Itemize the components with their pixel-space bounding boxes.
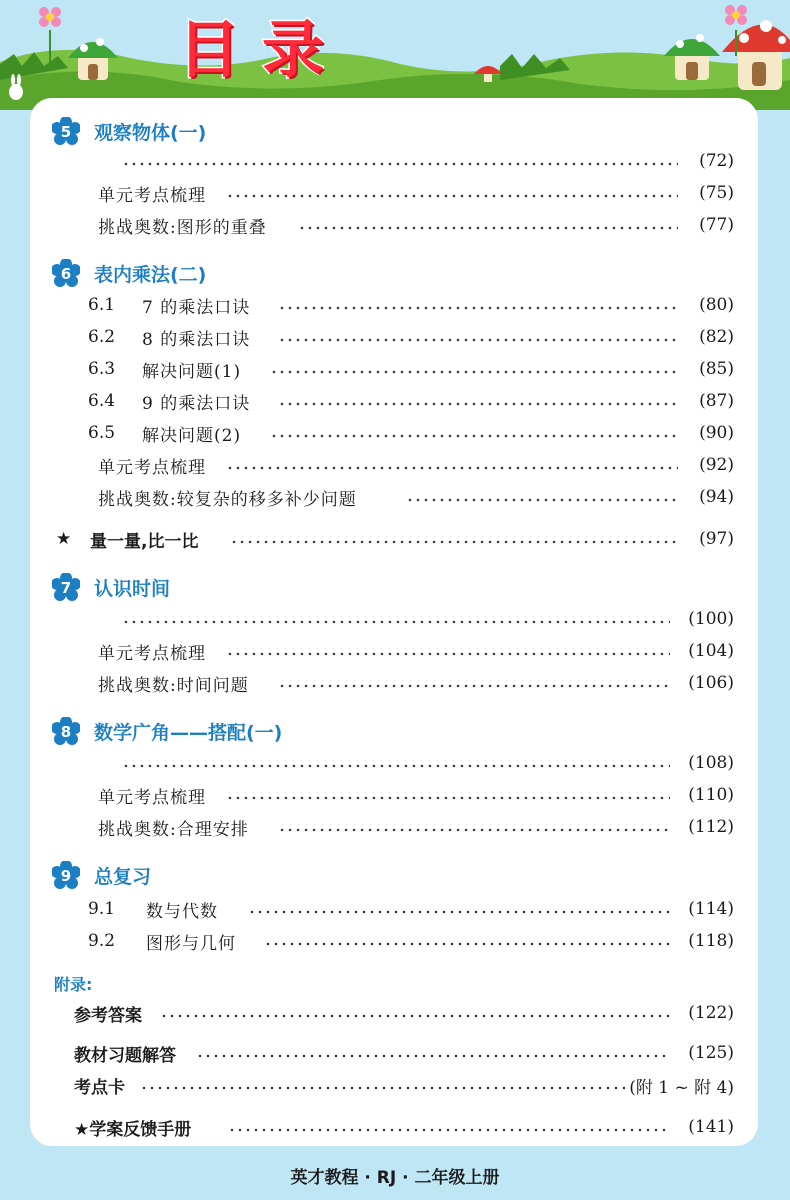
- appendix-entry[interactable]: [30, 998, 758, 1028]
- leader-dots: [264, 942, 670, 946]
- toc-panel: [30, 98, 758, 1146]
- entry-number: 9.2: [88, 931, 116, 951]
- section-number: 6: [60, 265, 72, 283]
- header-banner: [0, 0, 790, 110]
- entry-label: 教材习题解答: [74, 1045, 176, 1066]
- leader-dots: [140, 1086, 628, 1090]
- page-number: (100): [688, 609, 734, 629]
- page-number: (106): [688, 673, 734, 693]
- badge-flower-icon: [52, 717, 80, 745]
- entry-label: ★学案反馈手册: [74, 1119, 192, 1140]
- leader-dots: [226, 796, 670, 800]
- star-icon: ★: [56, 529, 72, 549]
- entry-number: 9.1: [88, 899, 116, 919]
- section-title: 表内乘法(二): [94, 263, 207, 286]
- page-number: (附 1 ~ 附 4): [629, 1077, 734, 1098]
- entry-label: 单元考点梳理: [98, 457, 206, 478]
- leader-dots: [278, 402, 678, 406]
- leader-dots: [278, 306, 678, 310]
- section-number: 5: [60, 123, 72, 141]
- page-number: (104): [688, 641, 734, 661]
- page-number: (75): [699, 183, 734, 203]
- leader-dots: [122, 162, 678, 166]
- entry-label: 解决问题(1): [142, 361, 242, 382]
- appendix-entry[interactable]: [30, 1070, 758, 1100]
- page-number: (77): [699, 215, 734, 235]
- leader-dots: [230, 540, 678, 544]
- section-9-header[interactable]: [30, 858, 758, 892]
- entry-label: 量一量,比一比: [90, 531, 199, 552]
- toc-entry[interactable]: [30, 290, 758, 320]
- badge-flower-icon: [52, 573, 80, 601]
- page-number: (82): [699, 327, 734, 347]
- entry-label: 考点卡: [74, 1077, 125, 1098]
- page-number: (118): [688, 931, 734, 951]
- leader-dots: [122, 764, 670, 768]
- section-title: 数学广角——搭配(一): [94, 721, 283, 744]
- toc-entry[interactable]: [30, 780, 758, 810]
- page-number: (122): [688, 1003, 734, 1023]
- entry-label: 8 的乘法口诀: [142, 329, 251, 350]
- meadow-illustration: [0, 0, 790, 110]
- section-5-header[interactable]: [30, 114, 758, 148]
- toc-entry[interactable]: [30, 668, 758, 698]
- page-number: (92): [699, 455, 734, 475]
- page-number: (125): [688, 1043, 734, 1063]
- leader-dots: [270, 434, 678, 438]
- leader-dots: [298, 226, 678, 230]
- section-7-header[interactable]: [30, 570, 758, 604]
- leader-dots: [226, 652, 670, 656]
- entry-label: 7 的乘法口诀: [142, 297, 251, 318]
- toc-entry[interactable]: [30, 178, 758, 208]
- toc-entry[interactable]: [30, 812, 758, 842]
- page-number: (94): [699, 487, 734, 507]
- leader-dots: [248, 910, 670, 914]
- entry-number: 6.3: [88, 359, 116, 379]
- entry-number: 6.5: [88, 423, 116, 443]
- leader-dots: [226, 194, 678, 198]
- section-number: 8: [60, 723, 72, 741]
- badge-flower-icon: [52, 861, 80, 889]
- section-8-header[interactable]: [30, 714, 758, 748]
- toc-entry[interactable]: [30, 926, 758, 956]
- page-number: (108): [688, 753, 734, 773]
- entry-number: 6.2: [88, 327, 116, 347]
- toc-entry[interactable]: [30, 354, 758, 384]
- entry-number: 6.4: [88, 391, 116, 411]
- page-number: (85): [699, 359, 734, 379]
- entry-label: 9 的乘法口诀: [142, 393, 251, 414]
- entry-label: 解决问题(2): [142, 425, 242, 446]
- appendix-entry[interactable]: [30, 1112, 758, 1142]
- entry-label: 挑战奥数:较复杂的移多补少问题: [98, 489, 357, 510]
- toc-entry[interactable]: [30, 636, 758, 666]
- page-number: (80): [699, 295, 734, 315]
- toc-entry[interactable]: [30, 418, 758, 448]
- leader-dots: [228, 1128, 670, 1132]
- badge-flower-icon: [52, 117, 80, 145]
- toc-entry[interactable]: [30, 604, 758, 634]
- entry-label: 数与代数: [146, 901, 218, 922]
- leader-dots: [122, 620, 670, 624]
- toc-entry[interactable]: [30, 146, 758, 176]
- entry-label: 单元考点梳理: [98, 787, 206, 808]
- toc-entry[interactable]: [30, 482, 758, 512]
- toc-entry[interactable]: [30, 386, 758, 416]
- leader-dots: [270, 370, 678, 374]
- toc-entry[interactable]: [30, 210, 758, 240]
- entry-label: 参考答案: [74, 1005, 142, 1026]
- leader-dots: [278, 684, 670, 688]
- leader-dots: [196, 1054, 670, 1058]
- section-title: 观察物体(一): [94, 121, 207, 144]
- section-6-header[interactable]: [30, 256, 758, 290]
- entry-label: 挑战奥数:合理安排: [98, 819, 249, 840]
- footer-book-info: 英才教程 · RJ · 二年级上册: [290, 1167, 500, 1188]
- entry-label: 单元考点梳理: [98, 643, 206, 664]
- page-number: (110): [688, 785, 734, 805]
- section-title: 总复习: [94, 865, 152, 888]
- page-number: (114): [688, 899, 734, 919]
- section-title: 认识时间: [94, 577, 171, 600]
- toc-entry[interactable]: [30, 450, 758, 480]
- entry-number: 6.1: [88, 295, 116, 315]
- entry-label: 挑战奥数:时间问题: [98, 675, 249, 696]
- section-number: 7: [60, 579, 72, 597]
- page-number: (87): [699, 391, 734, 411]
- toc-entry[interactable]: [30, 894, 758, 924]
- leader-dots: [160, 1014, 670, 1018]
- entry-label: 挑战奥数:图形的重叠: [98, 217, 267, 238]
- appendix-entry[interactable]: [30, 1038, 758, 1068]
- appendix-label: 附录:: [54, 975, 93, 994]
- toc-entry[interactable]: [30, 748, 758, 778]
- page-number: (72): [699, 151, 734, 171]
- leader-dots: [226, 466, 678, 470]
- leader-dots: [278, 828, 670, 832]
- section-number: 9: [60, 867, 72, 885]
- toc-entry[interactable]: [30, 322, 758, 352]
- entry-label: 图形与几何: [146, 933, 236, 954]
- toc-entry-starred[interactable]: [30, 524, 758, 554]
- page-number: (112): [688, 817, 734, 837]
- leader-dots: [406, 498, 678, 502]
- badge-flower-icon: [52, 259, 80, 287]
- page-number: (141): [688, 1117, 734, 1137]
- page-number: (97): [699, 529, 734, 549]
- page-title: 目录: [178, 13, 347, 86]
- entry-label: 单元考点梳理: [98, 185, 206, 206]
- page-number: (90): [699, 423, 734, 443]
- leader-dots: [278, 338, 678, 342]
